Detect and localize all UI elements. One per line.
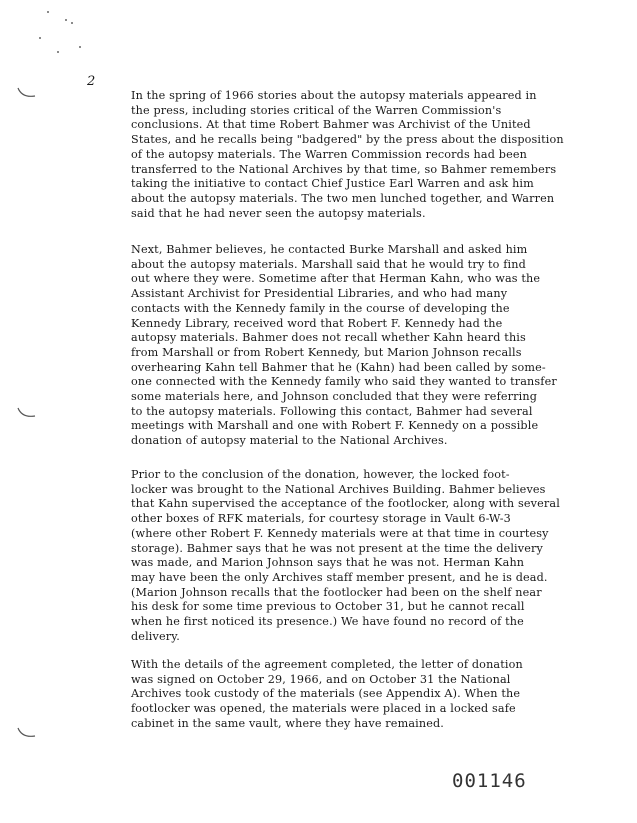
text-line: overhearing Kahn tell Bahmer that he (Kahn) had been called by some- bbox=[131, 360, 546, 374]
text-line: about the autopsy materials. Marshall said that he would try to find bbox=[131, 257, 526, 271]
text-line: storage). Bahmer says that he was not present at the time the delivery bbox=[131, 541, 543, 555]
text-line: when he first noticed its presence.) We have found no record of the bbox=[131, 615, 524, 629]
text-line: Kennedy Library, received word that Robert F. Kennedy had the bbox=[131, 316, 503, 330]
text-line: conclusions. At that time Robert Bahmer was Archivist of the United bbox=[131, 118, 531, 132]
text-line: was made, and Marion Johnson says that he was not. Herman Kahn bbox=[131, 556, 525, 570]
text-line: some materials here, and Johnson concluded that they were referring bbox=[131, 390, 538, 404]
text-line: meetings with Marshall and one with Robert F. Kennedy on a possible bbox=[131, 419, 539, 433]
paragraph-2 bbox=[131, 243, 557, 449]
text-line: to the autopsy materials. Following this contact, Bahmer had several bbox=[131, 404, 533, 418]
page-number: 2 bbox=[87, 74, 96, 89]
text-line: delivery. bbox=[131, 629, 180, 643]
document-stamp-number: 001146 bbox=[452, 770, 527, 792]
text-line: Assistant Archivist for Presidential Libraries, and who had many bbox=[131, 287, 508, 301]
text-line: (Marion Johnson recalls that the footlocker had been on the shelf near bbox=[131, 585, 542, 599]
text-line: In the spring of 1966 stories about the autopsy materials appeared in bbox=[131, 89, 537, 102]
text-line: Next, Bahmer believes, he contacted Burke Marshall and asked him bbox=[131, 243, 528, 256]
text-line: taking the initiative to contact Chief Justice Earl Warren and ask him bbox=[131, 177, 534, 191]
text-line: States, and he recalls being "badgered" by the press about the disposition bbox=[131, 133, 564, 147]
text-line: the press, including stories critical of the Warren Commission's bbox=[131, 103, 502, 117]
text-line: contacts with the Kennedy family in the course of developing the bbox=[131, 301, 510, 315]
text-line: may have been the only Archives staff member present, and he is dead. bbox=[131, 570, 548, 584]
paragraph-4 bbox=[131, 658, 523, 732]
scan-margin-marks bbox=[0, 0, 120, 823]
text-line: was signed on October 29, 1966, and on October 31 the National bbox=[131, 672, 511, 686]
text-line: out where they were. Sometime after that Herman Kahn, who was the bbox=[131, 272, 541, 286]
text-line: Archives took custody of the materials (see Appendix A). When the bbox=[131, 687, 521, 701]
text-line: that Kahn supervised the acceptance of the footlocker, along with several bbox=[131, 497, 560, 511]
text-line: With the details of the agreement completed, the letter of donation bbox=[131, 658, 523, 671]
paragraph-3 bbox=[131, 468, 560, 644]
text-line: locker was brought to the National Archives Building. Bahmer believes bbox=[131, 482, 546, 496]
text-line: transferred to the National Archives by that time, so Bahmer remembers bbox=[131, 162, 557, 176]
text-line: other boxes of RFK materials, for courtesy storage in Vault 6-W-3 bbox=[131, 512, 511, 526]
text-line: of the autopsy materials. The Warren Commission records had been bbox=[131, 147, 527, 161]
paragraph-1 bbox=[131, 89, 564, 221]
text-line: cabinet in the same vault, where they have remained. bbox=[131, 716, 445, 730]
text-line: donation of autopsy material to the National Archives. bbox=[131, 434, 448, 448]
text-line: footlocker was opened, the materials were placed in a locked safe bbox=[131, 702, 516, 716]
text-line: one connected with the Kennedy family who said they wanted to transfer bbox=[131, 375, 557, 389]
text-line: his desk for some time previous to October 31, but he cannot recall bbox=[131, 600, 525, 614]
text-line: said that he had never seen the autopsy materials. bbox=[131, 206, 426, 220]
text-line: (where other Robert F. Kennedy materials were at that time in courtesy bbox=[131, 526, 549, 540]
text-line: Prior to the conclusion of the donation, however, the locked foot- bbox=[131, 468, 510, 481]
text-line: from Marshall or from Robert Kennedy, but Marion Johnson recalls bbox=[131, 345, 522, 359]
text-line: autopsy materials. Bahmer does not recall whether Kahn heard this bbox=[131, 331, 526, 345]
text-line: about the autopsy materials. The two men lunched together, and Warren bbox=[131, 191, 555, 205]
